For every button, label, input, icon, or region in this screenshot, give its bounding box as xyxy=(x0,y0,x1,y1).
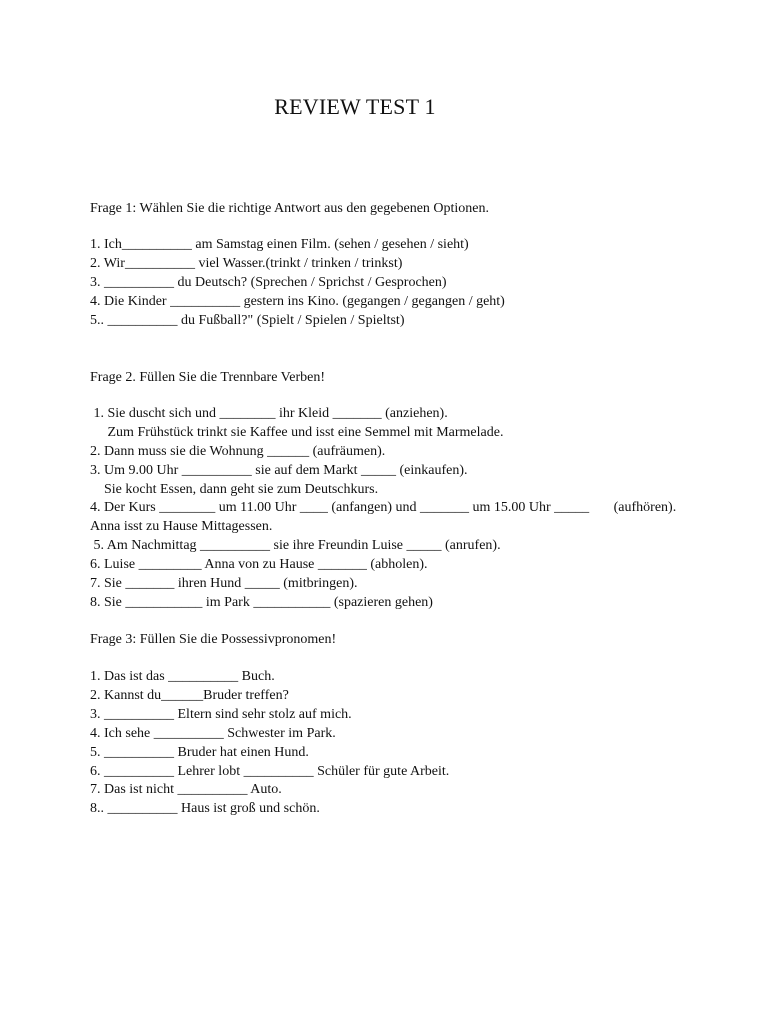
section-1-item-2: 2. Wir__________ viel Wasser.(trinkt / trinken / trinkst) xyxy=(90,256,403,271)
section-1-item-1: 1. Ich__________ am Samstag einen Film. (sehen / gesehen / sieht) xyxy=(90,237,469,252)
section-3-item-3: 3. __________ Eltern sind sehr stolz auf mich. xyxy=(90,707,352,722)
section-2-item-2: 2. Dann muss sie die Wohnung ______ (aufräumen). xyxy=(90,444,386,459)
section-2-item-3b: Sie kocht Essen, dann geht sie zum Deutschkurs. xyxy=(90,482,379,497)
section-1-item-5: 5.. __________ du Fußball?" (Spielt / Spielen / Spieltst) xyxy=(90,313,405,328)
page-title: REVIEW TEST 1 xyxy=(274,94,436,119)
section-1-item-3: 3. __________ du Deutsch? (Sprechen / Sprichst / Gesprochen) xyxy=(90,275,447,290)
section-3-item-6: 6. __________ Lehrer lobt __________ Schüler für gute Arbeit. xyxy=(90,764,450,779)
section-2-item-1: 1. Sie duscht sich und ________ ihr Kleid _______ (anziehen). xyxy=(90,406,448,421)
section-2-heading: Frage 2. Füllen Sie die Trennbare Verben! xyxy=(90,370,325,385)
section-3-item-2: 2. Kannst du______Bruder treffen? xyxy=(90,688,289,703)
section-3-item-4: 4. Ich sehe __________ Schwester im Park. xyxy=(90,726,336,741)
section-2-item-6: 6. Luise _________ Anna von zu Hause _______ (abholen). xyxy=(90,557,428,572)
section-2-item-5: 5. Am Nachmittag __________ sie ihre Freundin Luise _____ (anrufen). xyxy=(90,538,501,553)
section-2-item-4b: Anna isst zu Hause Mittagessen. xyxy=(90,519,273,534)
section-3-heading: Frage 3: Füllen Sie die Possessivpronomen! xyxy=(90,632,337,647)
section-3-item-5: 5. __________ Bruder hat einen Hund. xyxy=(90,745,309,760)
section-2-item-1b: Zum Frühstück trinkt sie Kaffee und isst eine Semmel mit Marmelade. xyxy=(90,425,504,440)
section-2-item-7: 7. Sie _______ ihren Hund _____ (mitbringen). xyxy=(90,576,358,591)
section-3-item-8: 8.. __________ Haus ist groß und schön. xyxy=(90,801,320,816)
section-1-item-4: 4. Die Kinder __________ gestern ins Kino. (gegangen / gegangen / geht) xyxy=(90,294,505,309)
section-1-heading: Frage 1: Wählen Sie die richtige Antwort aus den gegebenen Optionen. xyxy=(90,201,490,216)
section-2-item-4: 4. Der Kurs ________ um 11.00 Uhr ____ (anfangen) und _______ um 15.00 Uhr _____ (aufhören). xyxy=(90,500,677,515)
section-3-item-7: 7. Das ist nicht __________ Auto. xyxy=(90,782,282,797)
section-3-item-1: 1. Das ist das __________ Buch. xyxy=(90,669,275,684)
section-2-item-8: 8. Sie ___________ im Park ___________ (spazieren gehen) xyxy=(90,595,433,610)
section-2-item-3: 3. Um 9.00 Uhr __________ sie auf dem Markt _____ (einkaufen). xyxy=(90,463,468,478)
